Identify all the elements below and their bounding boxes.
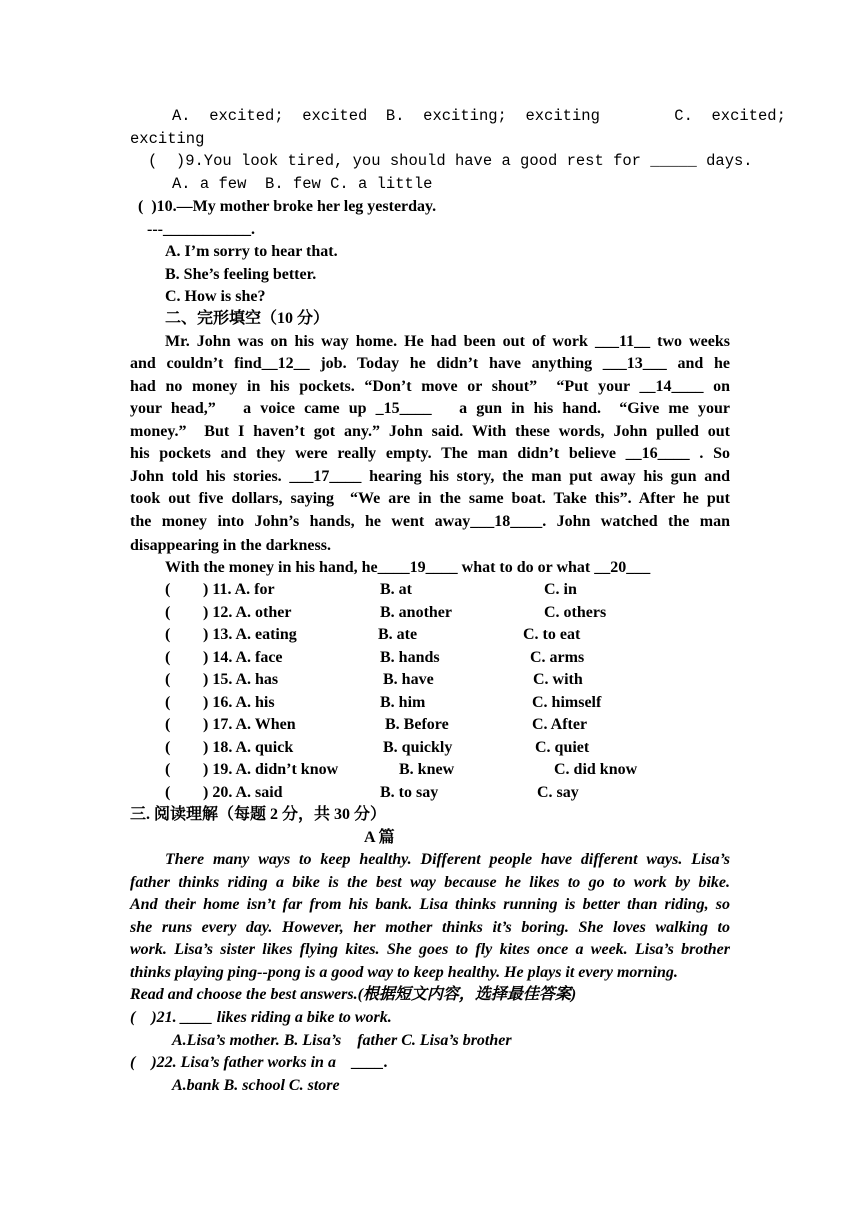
option-a: ) 11. A. for bbox=[203, 581, 275, 598]
option-c: C. with bbox=[533, 671, 583, 688]
cloze-passage-line: John told his stories. ___17____ hearing his story, the man put away his gun and bbox=[130, 468, 730, 485]
reading-passage-line: There many ways to keep healthy. Different people have different ways. Lisa’s bbox=[165, 851, 730, 868]
question-21: ( )21. ____ likes riding a bike to work. bbox=[130, 1009, 392, 1026]
question-9-options: A. a few B. few C. a little bbox=[172, 175, 433, 193]
option-c: C. quiet bbox=[535, 739, 590, 756]
reading-passage-line: she runs every day. However, her mother thinks it’s boring. She loves walking to bbox=[130, 919, 730, 936]
cloze-passage-line: and couldn’t find__12__ job. Today he didn’t have anything ___13___ and he bbox=[130, 355, 730, 372]
cloze-passage-paragraph-2: With the money in his hand, he____19____ what to do or what __20___ bbox=[165, 559, 651, 576]
option-c: C. to eat bbox=[523, 626, 581, 643]
option-b: B. knew bbox=[399, 761, 455, 778]
cloze-passage-line: had no money in his pockets. “Don’t move or shout” “Put your __14____ on bbox=[130, 378, 730, 395]
option-b: B. him bbox=[380, 694, 426, 711]
reading-passage-line: work. Lisa’s sister likes flying kites. She goes to fly kites once a week. Lisa’s brother bbox=[130, 941, 730, 958]
option-a: ) 15. A. has bbox=[203, 671, 279, 688]
section-2-heading: 二、完形填空（10 分） bbox=[165, 310, 330, 327]
answer-paren: ( bbox=[165, 716, 171, 733]
cloze-passage-line: the money into John’s hands, he went away___18____. John watched the man bbox=[130, 513, 730, 530]
option-a: ) 18. A. quick bbox=[203, 739, 294, 756]
question-9: ( )9.You look tired, you should have a good rest for _____ days. bbox=[148, 152, 753, 170]
question-10-option-b: B. She’s feeling better. bbox=[165, 266, 317, 283]
cloze-passage-last-line: disappearing in the darkness. bbox=[130, 537, 331, 554]
question-10-option-c: C. How is she? bbox=[165, 288, 266, 305]
option-c: C. After bbox=[532, 716, 588, 733]
answer-paren: ( bbox=[165, 784, 171, 801]
answer-paren: ( bbox=[165, 694, 171, 711]
answer-paren: ( bbox=[165, 626, 171, 643]
option-c: C. himself bbox=[532, 694, 602, 711]
question-22: ( )22. Lisa’s father works in a ____. bbox=[130, 1054, 388, 1071]
question-10-blank: ---___________. bbox=[147, 221, 255, 238]
option-b: B. ate bbox=[378, 626, 418, 643]
reading-passage-a-last-line: thinks playing ping--pong is a good way to keep healthy. He plays it every morning. bbox=[130, 964, 678, 981]
question-10-option-a: A. I’m sorry to hear that. bbox=[165, 243, 338, 260]
option-b: B. have bbox=[383, 671, 434, 688]
q8-options-text: A. excited; excited B. exciting; exciting C. excited; bbox=[172, 107, 786, 125]
question-22-options: A.bank B. school C. store bbox=[172, 1077, 340, 1094]
option-c: C. in bbox=[544, 581, 577, 598]
answer-paren: ( bbox=[165, 671, 171, 688]
option-a: ) 14. A. face bbox=[203, 649, 283, 666]
option-a: ) 17. A. When bbox=[203, 716, 296, 733]
cloze-passage-line: money.” But I haven’t got any.” John said. With these words, John pulled out bbox=[130, 423, 730, 440]
option-b: B. quickly bbox=[383, 739, 453, 756]
cloze-passage-line: Mr. John was on his way home. He had been out of work ___11__ two weeks bbox=[165, 333, 730, 350]
option-b: B. at bbox=[380, 581, 412, 598]
option-a: ) 12. A. other bbox=[203, 604, 292, 621]
option-b: B. another bbox=[380, 604, 452, 621]
answer-paren: ( bbox=[165, 604, 171, 621]
option-c: C. others bbox=[544, 604, 607, 621]
question-10: ( )10.—My mother broke her leg yesterday. bbox=[138, 198, 437, 215]
cloze-passage-line: his pockets and they were really empty. The man didn’t believe __16____ . So bbox=[130, 445, 730, 462]
option-b: B. to say bbox=[380, 784, 439, 801]
option-c: C. arms bbox=[530, 649, 585, 666]
q8-options-line1 bbox=[172, 105, 786, 127]
question-21-options: A.Lisa’s mother. B. Lisa’s father C. Lisa’s brother bbox=[172, 1032, 512, 1049]
reading-instruction: Read and choose the best answers.(根据短文内容，选择最佳答案) bbox=[130, 986, 577, 1003]
cloze-passage-line: your head,” a voice came up _15____ a gun in his hand. “Give me your bbox=[130, 400, 730, 417]
answer-paren: ( bbox=[165, 739, 171, 756]
q8-options-line2: exciting bbox=[130, 130, 205, 148]
option-c: C. say bbox=[537, 784, 579, 801]
option-c: C. did know bbox=[554, 761, 638, 778]
passage-a-title: A 篇 bbox=[364, 829, 395, 846]
option-b: B. Before bbox=[385, 716, 449, 733]
answer-paren: ( bbox=[165, 761, 171, 778]
answer-paren: ( bbox=[165, 649, 171, 666]
answer-paren: ( bbox=[165, 581, 171, 598]
section-3-heading: 三. 阅读理解（每题 2 分，共 30 分） bbox=[130, 806, 387, 823]
reading-passage-line: And their home isn’t far from his bank. Lisa thinks running is better than riding, so bbox=[130, 896, 730, 913]
reading-passage-line: father thinks riding a bike is the best way because he likes to go to work by bike. bbox=[130, 874, 730, 891]
option-a: ) 20. A. said bbox=[203, 784, 283, 801]
cloze-passage-line: took out five dollars, saying “We are in the same boat. Take this”. After he put bbox=[130, 490, 730, 507]
option-b: B. hands bbox=[380, 649, 440, 666]
option-a: ) 13. A. eating bbox=[203, 626, 297, 643]
option-a: ) 16. A. his bbox=[203, 694, 275, 711]
option-a: ) 19. A. didn’t know bbox=[203, 761, 339, 778]
